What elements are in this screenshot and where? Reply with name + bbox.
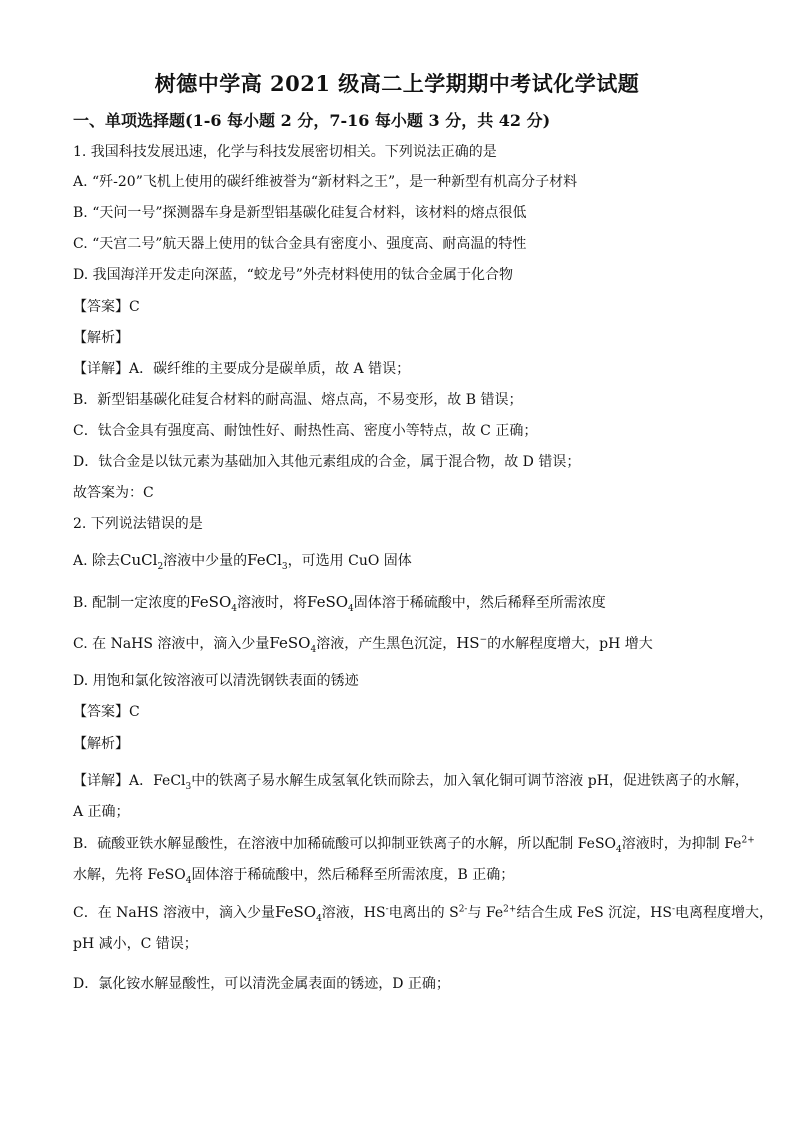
q2-detail-d: D．氯化铵水解显酸性，可以清洗金属表面的锈迹，D 正确； bbox=[73, 976, 450, 992]
q1-detail-a: 【详解】A．碳纤维的主要成分是碳单质，故 A 错误； bbox=[73, 361, 411, 377]
q1-detail-b: B．新型铝基碳化硅复合材料的耐高温、熔点高，不易变形，故 B 错误； bbox=[73, 392, 523, 408]
q1-option-a: A. “歼-20”飞机上使用的碳纤维被誉为“新材料之王”，是一种新型有机高分子材料 bbox=[73, 174, 578, 190]
q2-detail-b-line2: 水解，先将 FeSO$_4$固体溶于稀硫酸中，然后稀释至所需浓度，B 正确； bbox=[73, 867, 515, 886]
q2-option-c: C. 在 NaHS 溶液中，滴入少量FeSO$_4$溶液，产生黑色沉淀，HS−的水解程度增大，pH 增大 bbox=[73, 634, 653, 655]
q2-answer: 【答案】C bbox=[73, 704, 140, 720]
q2-detail-a-line1: 【详解】A．FeCl$_3$中的铁离子易水解生成氢氧化铁而除去，加入氧化铜可调节溶液 pH，促进铁离子的水解， bbox=[73, 773, 749, 792]
q1-conclusion: 故答案为：C bbox=[73, 485, 154, 501]
section-heading: 一、单项选择题(1-6 每小题 2 分，7-16 每小题 3 分，共 42 分) bbox=[73, 111, 551, 130]
q2-option-d: D. 用饱和氯化铵溶液可以清洗钢铁表面的锈迹 bbox=[73, 673, 359, 689]
q1-option-c: C. “天宫二号”航天器上使用的钛合金具有密度小、强度高、耐高温的特性 bbox=[73, 236, 527, 252]
q1-answer: 【答案】C bbox=[73, 299, 140, 315]
q1-detail-d: D．钛合金是以钛元素为基础加入其他元素组成的合金，属于混合物，故 D 错误； bbox=[73, 454, 581, 470]
q1-option-d: D. 我国海洋开发走向深蓝，“蛟龙号”外壳材料使用的钛合金属于化合物 bbox=[73, 267, 513, 283]
q1-stem: 1. 我国科技发展迅速，化学与科技发展密切相关。下列说法正确的是 bbox=[73, 144, 497, 160]
q2-analysis-label: 【解析】 bbox=[73, 736, 129, 752]
q1-detail-c: C．钛合金具有强度高、耐蚀性好、耐热性高、密度小等特点，故 C 正确； bbox=[73, 423, 538, 439]
q2-detail-c-line1: C．在 NaHS 溶液中，滴入少量FeSO$_4$溶液，HS-电离出的 $S^{2-}$与 $Fe^{2+}$结合生成 FeS 沉淀，HS-电离程度增大， bbox=[73, 903, 774, 924]
q2-detail-b-line1: B．硫酸亚铁水解显酸性，在溶液中加稀硫酸可以抑制亚铁离子的水解，所以配制 FeSO$_4$溶液时，为抑制 $Fe^{2+}$ bbox=[73, 835, 755, 855]
page-title: 树德中学高 2021 级高二上学期期中考试化学试题 bbox=[154, 71, 640, 96]
q2-detail-c-line2: pH 减小，C 错误； bbox=[73, 936, 198, 952]
q2-stem: 2. 下列说法错误的是 bbox=[73, 516, 203, 532]
q2-detail-a-line2: A 正确； bbox=[73, 804, 130, 820]
q1-analysis-label: 【解析】 bbox=[73, 330, 129, 346]
q2-option-a: A. 除去CuCl$_2$溶液中少量的FeCl$_3$，可选用 CuO 固体 bbox=[73, 551, 412, 572]
q2-option-b: B. 配制一定浓度的FeSO$_4$溶液时，将FeSO$_4$固体溶于稀硫酸中，然后稀释至所需浓度 bbox=[73, 593, 606, 614]
q1-option-b: B. “天问一号”探测器车身是新型铝基碳化硅复合材料，该材料的熔点很低 bbox=[73, 205, 527, 221]
